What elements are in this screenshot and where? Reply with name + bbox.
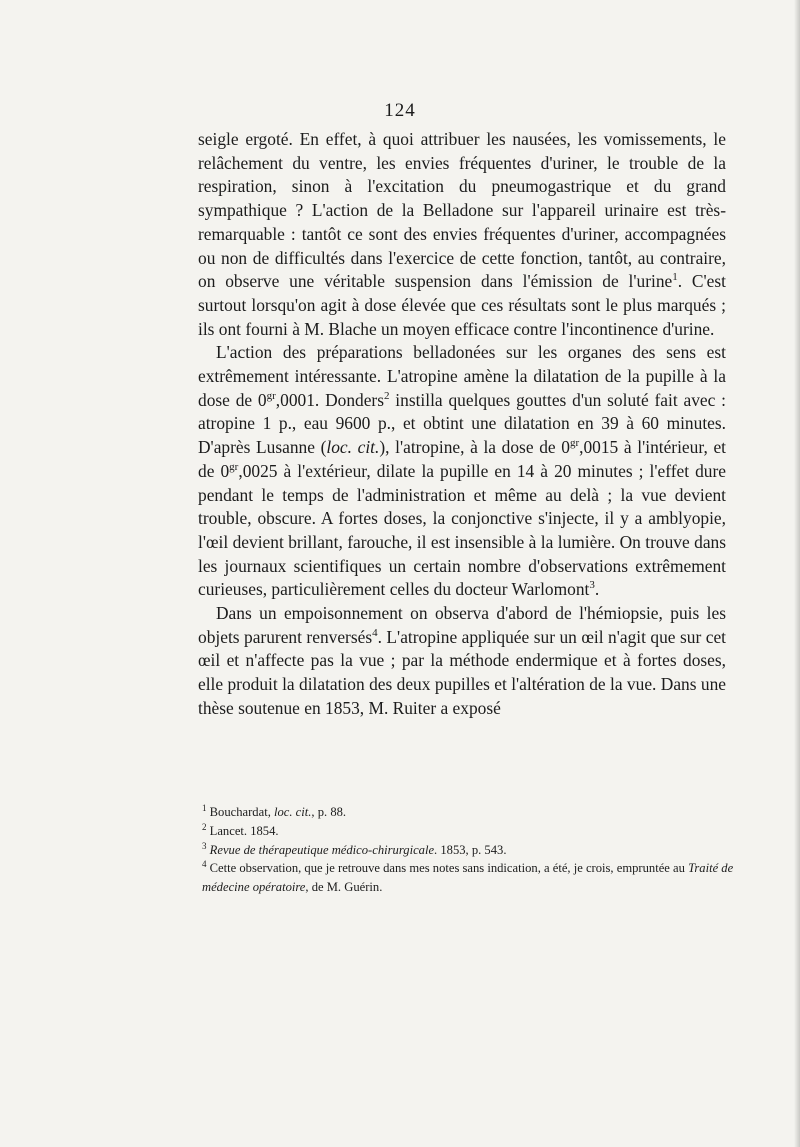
body-text (198, 128, 726, 721)
footnote-1: $^1$ Bouchardat, loc. cit., p. 88. (202, 802, 347, 819)
footnote-4: $^4$ Cette observation, que je retrouve dans mes notes sans indication, a été, je crois, empruntée au Traité de médecine opératoire, de M. Guérin. (202, 859, 734, 895)
unit-gr: gr (229, 461, 239, 474)
footnote-ref-4: 4 (372, 626, 378, 639)
paragraph-3: Dans un empoisonnement on observa d'abord de l'hémiopsie, puis les objets parurent renversés$^4$. L'atropine appliquée sur un œil n'agit que sur cet œil et n'affecte pas la vue ; par la méthode endermique et à fortes doses, elle produit la dilatation des deux pupilles et l'altération de la vue. Dans une thèse soutenue en 1853, M. Ruiter a exposé (198, 603, 727, 718)
footnote-2: $^2$ Lancet. 1854. (202, 821, 279, 838)
unit-gr: gr (569, 437, 580, 450)
citation: loc. cit. (326, 437, 380, 458)
unit-gr: gr (266, 389, 276, 402)
footnote-ref-2: 2 (384, 389, 390, 402)
page-edge (794, 0, 800, 1147)
footnote-3: $^3$ Revue de thérapeutique médico-chirurgicale. 1853, p. 543. (202, 840, 507, 857)
page-number: 124 (384, 100, 416, 121)
paragraph-1: seigle ergoté. En effet, à quoi attribuer les nausées, les vomissements, le relâchement du ventre, les envies fréquentes d'uriner, le trouble de la respiration, sinon à l'excitation du pneumogastrique et du grand sympathique ? L'action de la Belladone sur l'appareil urinaire est très-remarquable : tantôt ce sont des envies fréquentes d'uriner, accompagnées ou non de difficultés dans l'exercice de cette fonction, tantôt, au contraire, on observe une véritable suspension dans l'émission de l'urine$^1$. C'est surtout lorsqu'on agit à dose élevée que ces résultats sont le plus marqués ; ils ont fourni à M. Blache un moyen efficace contre l'incontinence d'urine. (198, 129, 726, 339)
footnotes (202, 803, 738, 897)
paragraph-2: L'action des préparations belladonées sur les organes des sens est extrêmement intéressante. L'atropine amène la dilatation de la pupille à la dose de $0^{gr},0001$. Donders$^2$ instilla quelques gouttes d'un soluté fait avec : atropine 1 p., eau 9600 p., et obtint une dilatation en 39 à 60 minutes. D'après Lusanne (loc. cit.), l'atropine, à la dose de $0^{gr},0015$ à l'intérieur, et de $0^{gr},0025$ à l'extérieur, dilate la pupille en 14 à 20 minutes ; l'effet dure pendant le temps de l'administration et même au delà ; la vue devient trouble, obscure. A fortes doses, la conjonctive s'injecte, il y a amblyopie, l'œil devient brillant, farouche, il est insensible à la lumière. On trouve dans les journaux scientifiques un certain nombre d'observations extrêmement curieuses, particulièrement celles du docteur Warlomont$^3$. (198, 342, 726, 600)
footnote-ref-3: 3 (589, 579, 595, 592)
footnote-ref-1: 1 (672, 271, 678, 284)
